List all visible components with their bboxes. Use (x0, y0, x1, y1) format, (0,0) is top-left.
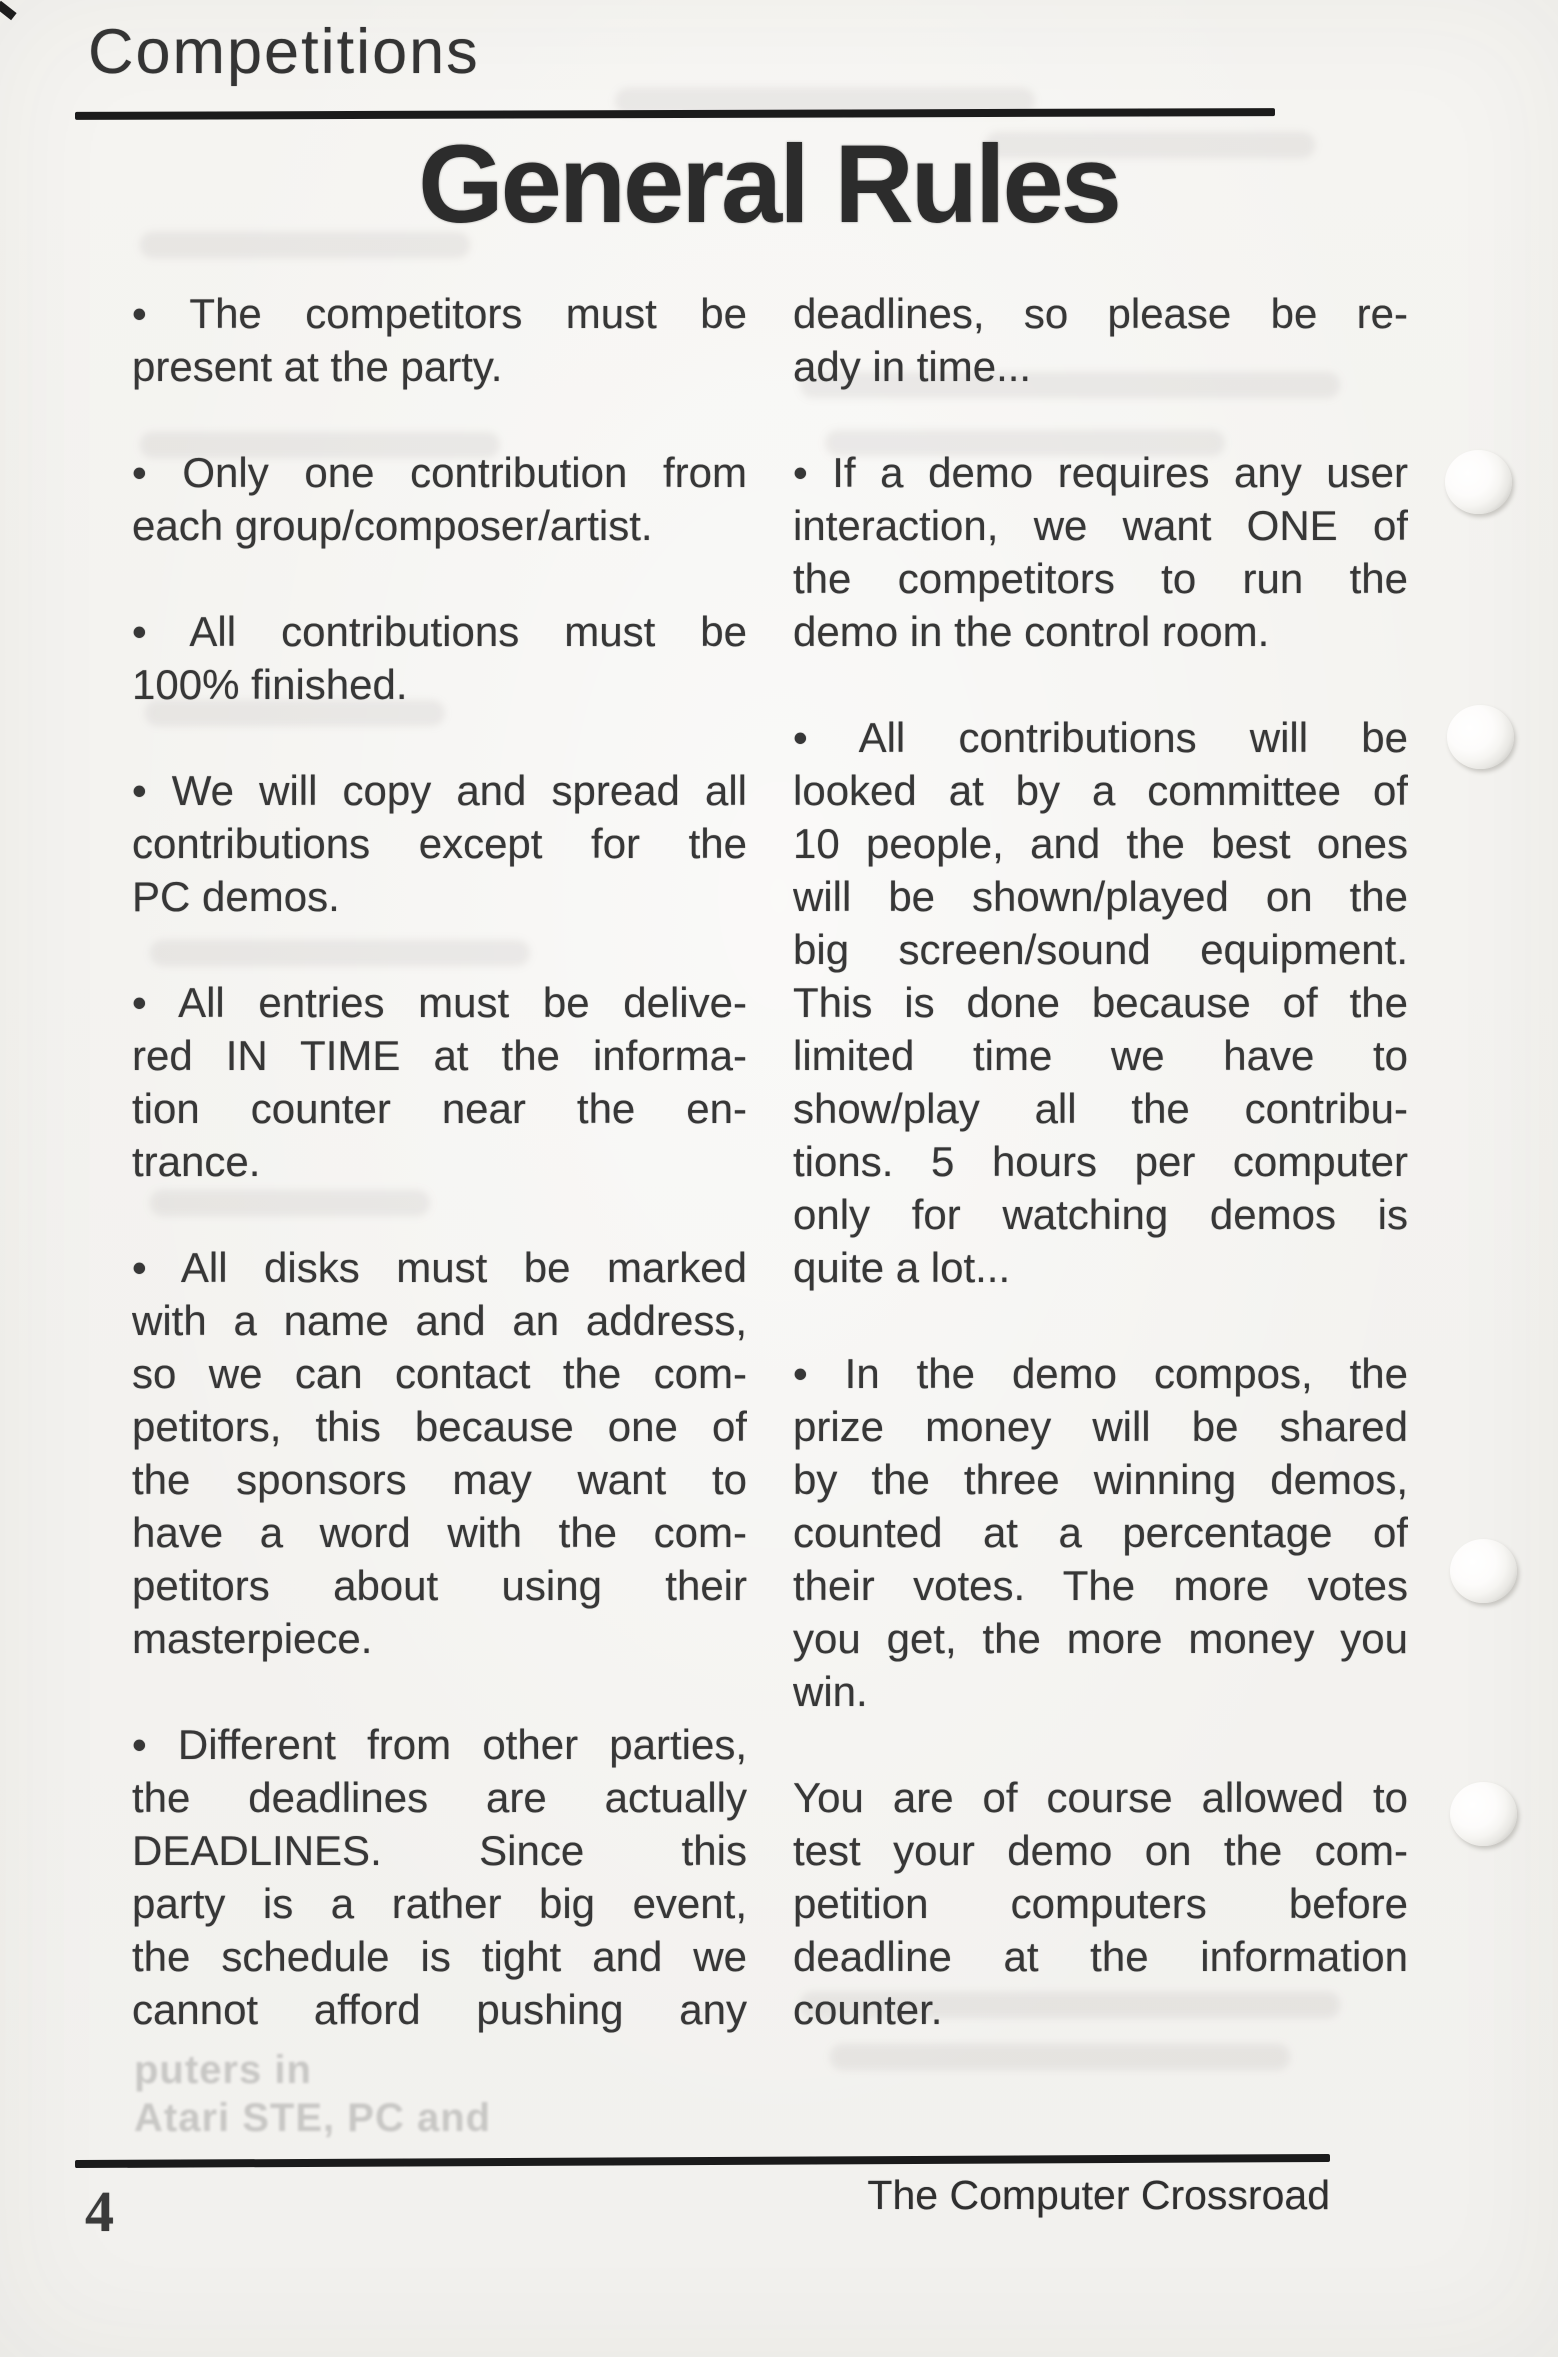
text-line: petitors about using their (132, 1562, 747, 1609)
text-line: 10 people, and the best ones (793, 820, 1408, 867)
text-line: trance. (132, 1138, 261, 1185)
paragraph (793, 711, 1408, 1294)
text-line: quite a lot... (793, 1244, 1011, 1291)
punch-hole (1445, 450, 1512, 514)
page-title: General Rules (418, 123, 1119, 246)
text-line: contributions except for the (132, 820, 747, 867)
text-line: • All contributions will be (793, 714, 1408, 761)
text-line: the deadlines are actually (132, 1774, 747, 1821)
text-line: win. (793, 1668, 868, 1715)
text-line: • All contributions must be (132, 608, 747, 655)
paragraph (132, 605, 747, 711)
text-line: show/play all the contribu- (793, 1085, 1408, 1132)
text-line: ady in time... (793, 343, 1032, 390)
text-line: counted at a percentage of (793, 1509, 1408, 1556)
scan-corner-artifact (0, 1, 17, 20)
text-line: petitors, this because one of (132, 1403, 747, 1450)
text-line: • If a demo requires any user (793, 449, 1408, 496)
paragraph (132, 976, 747, 1188)
text-line: limited time we have to (793, 1032, 1408, 1079)
paragraph (132, 287, 747, 393)
text-line: • We will copy and spread all (132, 767, 747, 814)
right-column (793, 287, 1408, 2089)
text-line: each group/composer/artist. (132, 502, 653, 549)
text-line: petition computers before (793, 1880, 1408, 1927)
text-line: tions. 5 hours per computer (793, 1138, 1408, 1185)
text-line: • Only one contribution from (132, 449, 747, 496)
text-line: so we can contact the com- (132, 1350, 747, 1397)
text-line: • All entries must be delive- (132, 979, 747, 1026)
paragraph (132, 1241, 747, 1665)
text-line: You are of course allowed to (793, 1774, 1408, 1821)
paragraph (793, 446, 1408, 658)
footer-rule (75, 2154, 1330, 2168)
text-line: will be shown/played on the (793, 873, 1408, 920)
text-line: prize money will be shared (793, 1403, 1408, 1450)
punch-hole (1450, 1782, 1517, 1846)
paragraph (132, 764, 747, 923)
text-line: the schedule is tight and we (132, 1933, 747, 1980)
paragraph (132, 1718, 747, 2036)
text-line: by the three winning demos, (793, 1456, 1408, 1503)
text-line: DEADLINES. Since this (132, 1827, 747, 1874)
text-line: interaction, we want ONE of (793, 502, 1408, 549)
text-line: This is done because of the (793, 979, 1408, 1026)
publication-name: The Computer Crossroad (867, 2172, 1330, 2218)
section-header: Competitions (88, 17, 480, 87)
text-line: party is a rather big event, (132, 1880, 747, 1927)
text-line: 100% finished. (132, 661, 408, 708)
text-line: demo in the control room. (793, 608, 1270, 655)
text-line: deadline at the information (793, 1933, 1408, 1980)
text-line: • All disks must be marked (132, 1244, 747, 1291)
text-line: • The competitors must be (132, 290, 747, 337)
text-line: their votes. The more votes (793, 1562, 1408, 1609)
text-line: have a word with the com- (132, 1509, 747, 1556)
text-line: big screen/sound equipment. (793, 926, 1408, 973)
text-line: PC demos. (132, 873, 340, 920)
text-line: tion counter near the en- (132, 1085, 747, 1132)
left-column (132, 287, 747, 2089)
showthrough-text: Atari STE, PC and (134, 2096, 492, 2140)
punch-hole (1450, 1539, 1517, 1603)
paragraph (132, 446, 747, 552)
paragraph (793, 287, 1408, 393)
text-line: present at the party. (132, 343, 503, 390)
text-line: only for watching demos is (793, 1191, 1408, 1238)
text-line: the sponsors may want to (132, 1456, 747, 1503)
header-rule (75, 108, 1275, 120)
paragraph (793, 1347, 1408, 1718)
text-line: looked at by a committee of (793, 767, 1408, 814)
text-line: you get, the more money you (793, 1615, 1408, 1662)
punch-hole (1447, 705, 1514, 769)
text-line: masterpiece. (132, 1615, 373, 1662)
page-number: 4 (85, 2179, 114, 2244)
text-line: test your demo on the com- (793, 1827, 1408, 1874)
text-line: with a name and an address, (132, 1297, 747, 1344)
text-line: • Different from other parties, (132, 1721, 747, 1768)
text-line: cannot afford pushing any (132, 1986, 747, 2033)
text-line: the competitors to run the (793, 555, 1408, 602)
text-line: red IN TIME at the informa- (132, 1032, 747, 1079)
text-line: • In the demo compos, the (793, 1350, 1408, 1397)
showthrough-text: puters in (134, 2048, 312, 2092)
text-line: deadlines, so please be re- (793, 290, 1408, 337)
text-line: counter. (793, 1986, 943, 2033)
paragraph (793, 1771, 1408, 2036)
